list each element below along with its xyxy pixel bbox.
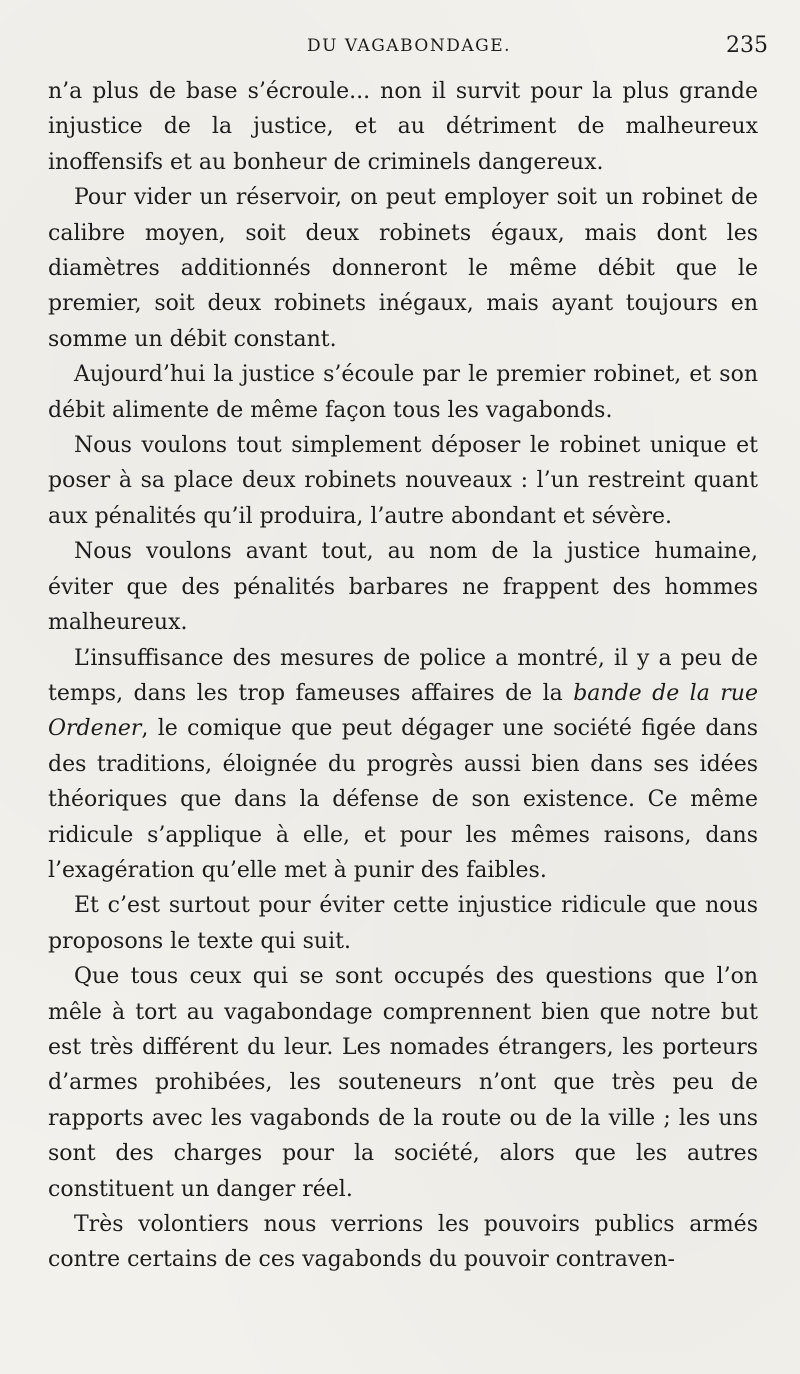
paragraph-justice-flow: Aujourd’hui la justice s’écoule par le premier robinet, et son débit alimente de même façon tous les vagabonds. [48,362,758,423]
paragraph-reservoir: Pour vider un réservoir, on peut employer soit un robinet de calibre moyen, soit deux robinets égaux, mais dont les diamètres additionnés donneront le même débit que le premier, soit deux robinets inégaux, mais ayant toujours en somme un débit constant. [48,185,758,352]
paragraph-distinction: Que tous ceux qui se sont occupés des questions que l’on mêle à tort au vagabondage comprennent bien que notre but est très différent du leur. Les nomades étrangers, les porteurs d’armes prohibées, les souteneurs n’ont que très peu de rapports avec les vagabonds de la route ou de la ville ; les uns sont des charges pour la société, alors que les autres constituent un danger réel. [48,964,758,1202]
paragraph-police-measures [48,641,758,889]
paragraph-text: L’insuffisance des mesures de police a montré, il y a peu de temps, dans les trop fameuses affaires de la [48,645,758,706]
paragraph-two-taps: Nous voulons tout simplement déposer le robinet unique et poser à sa place deux robinets nouveaux : l’un restreint quant aux pénalités qu’il produira, l’autre abondant et sévère. [48,433,758,529]
paragraph-proposal: Et c’est surtout pour éviter cette injustice ridicule que nous proposons le texte qui suit. [48,893,758,954]
body-text [48,74,758,1278]
italic-gang-name: bande de la rue Ordener [48,680,758,742]
paragraph-public-powers: Très volontiers nous verrions les pouvoirs publics armés contre certains de ces vagabonds du pouvoir contraven- [48,1212,758,1273]
page-number: 235 [726,33,768,58]
running-title: DU VAGABONDAGE. [306,36,512,56]
paragraph-continued: n’a plus de base s’écroule... non il survit pour la plus grande injustice de la justice, et au détriment de malheureux inoffensifs et au bonheur de criminels dangereux. [48,79,758,175]
paragraph-text: , le comique que peut dégager une société figée dans des traditions, éloignée du progrès aussi bien dans ses idées théoriques que dans la défense de son existence. Ce même ridicule s’applique à elle, et pour les mêmes raisons, dans l’exagération qu’elle met à punir des faibles. [48,716,758,883]
paragraph-human-justice: Nous voulons avant tout, au nom de la justice humaine, éviter que des pénalités barbares ne frappent des hommes malheureux. [48,539,758,636]
running-head [50,33,768,66]
